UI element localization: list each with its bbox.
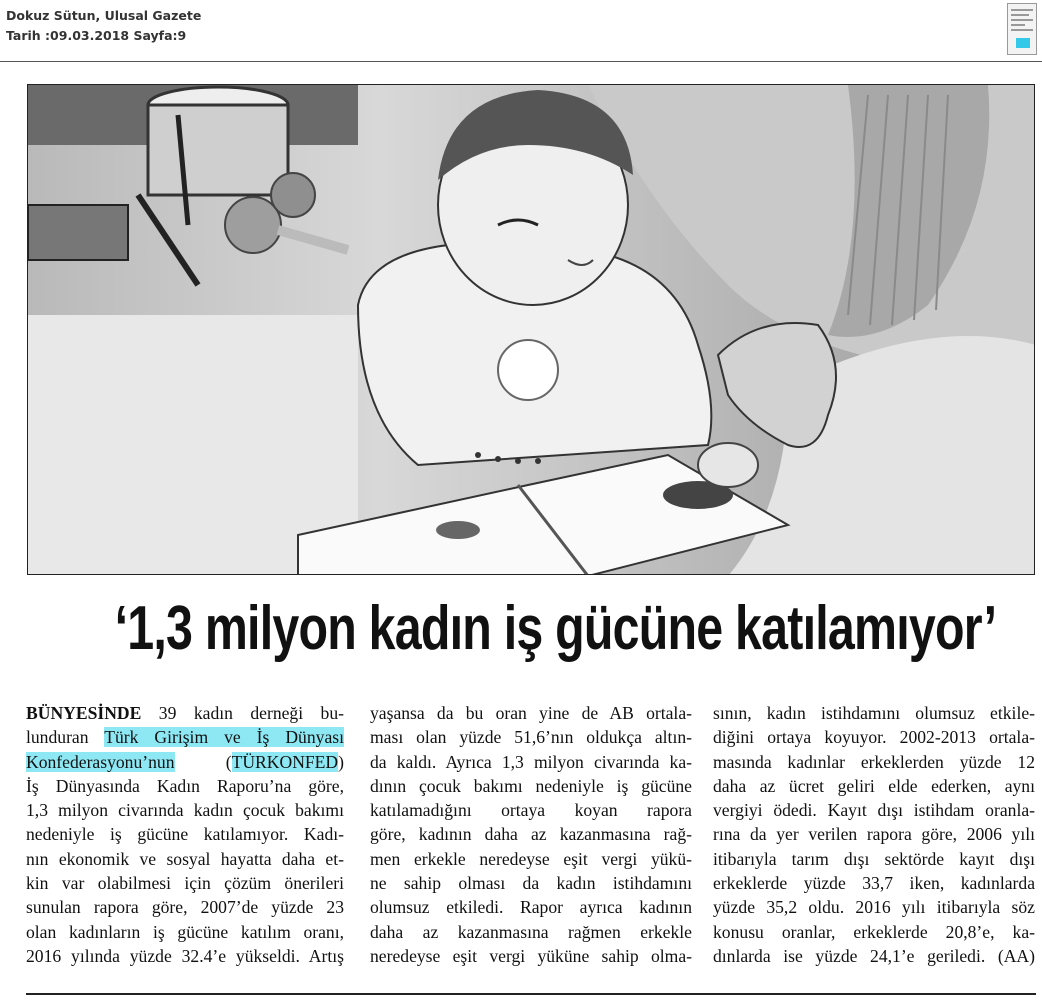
article-line: göre, kadının daha az kazanmasına rağ- [370,824,692,845]
clipping-header [6,6,201,46]
article-line: konusu oranlar, erkeklerde 20,8’e, ka- [713,921,1035,942]
article-column-3 [713,701,1035,968]
article-column-1 [26,701,344,968]
article-line: olan kadınların iş gücüne katılım oranı, [26,921,344,942]
article-line: İş Dünyasında Kadın Raporu’na göre, [26,775,344,796]
article-line: kin var olabilmesi için çözüm önerileri [26,873,344,894]
article-line: rına da yer verilen rapora göre, 2006 yılı [713,824,1035,845]
article-line: sının, kadın istihdamını olumsuz etkile- [713,703,1035,723]
article-line: daha az ücret geliri elde ederken, aynı [713,775,1035,796]
article-line: yüzde 35,2 oldu. 2016 yılı itibarıyla söz [713,897,1035,918]
article-line: men erkekle neredeyse eşit vergi yükü- [370,848,692,869]
article-line: da kaldı. Ayrıca 1,3 milyon civarında ka- [370,751,692,772]
date-page: Tarih :09.03.2018 Sayfa:9 [6,28,187,43]
article-line: lunduran Türk Girişim ve İş Dünyası [26,727,344,748]
source-name: Dokuz Sütun, Ulusal Gazete [6,8,202,23]
article-line: vergiyi ödedi. Kayıt dışı istihdam oranla- [713,800,1035,821]
header-divider [0,61,1042,62]
article-line: itibarıyla tarım dışı sektörde kayıt dışı [713,848,1035,869]
page-thumbnail[interactable] [1007,3,1037,55]
highlighted-term: Türk Girişim ve İş Dünyası [104,727,344,748]
article-line: ne sahip olması da kadın istihdamını [370,873,692,894]
article-line: sunulan rapora göre, 2007’de yüzde 23 [26,897,344,918]
article-line: yaşansa da bu oran yine de AB ortala- [370,703,692,723]
article-line: 1,3 milyon civarında kadın çocuk bakımı [26,800,344,821]
article-line: Konfederasyonu’nun (TÜRKONFED) [26,751,344,772]
article-line: BÜNYESİNDE 39 kadın derneği bu- [26,703,344,723]
highlighted-term: Konfederasyonu’nun [26,751,175,772]
article-line: dınlarda ise yüzde 24,1’e geriledi. (AA) [713,945,1035,966]
headline: ‘1,3 milyon kadın iş gücüne katılamıyor’ [114,594,997,663]
lead-word: BÜNYESİNDE [26,703,142,723]
article-line: nedeniyle iş gücüne katılamıyor. Kadı- [26,824,344,845]
article-column-2 [370,701,692,968]
article-line: masında kadınlar erkeklerden yüzde 12 [713,751,1035,772]
article-photo [27,84,1035,575]
article-line: erkeklerde yüzde 33,7 iken, kadınlarda [713,873,1035,894]
article-line: olumsuz etkiledi. Rapor ayrıca kadının [370,897,692,918]
baby-reading-photo [28,85,1035,575]
article-line: nın ekonomik ve sosyal hayatta daha et- [26,848,344,869]
article-line: 2016 yılında yüzde 32.4’e yükseldi. Artış [26,945,344,966]
article-line: neredeyse eşit vergi yüküne sahip olma- [370,945,692,966]
article-line: dının çocuk bakımı nedeniyle iş gücüne [370,775,692,796]
article-line: daha az kazanmasına rağmen erkekle [370,921,692,942]
article-line: katılamadığını ortaya koyan rapora [370,800,692,821]
footer-divider [26,993,1036,995]
highlighted-term: TÜRKONFED [231,751,339,772]
article-line: ması olan yüzde 51,6’nın oldukça altın- [370,727,692,748]
article-line: diğini ortaya koyuyor. 2002-2013 ortala- [713,727,1035,748]
